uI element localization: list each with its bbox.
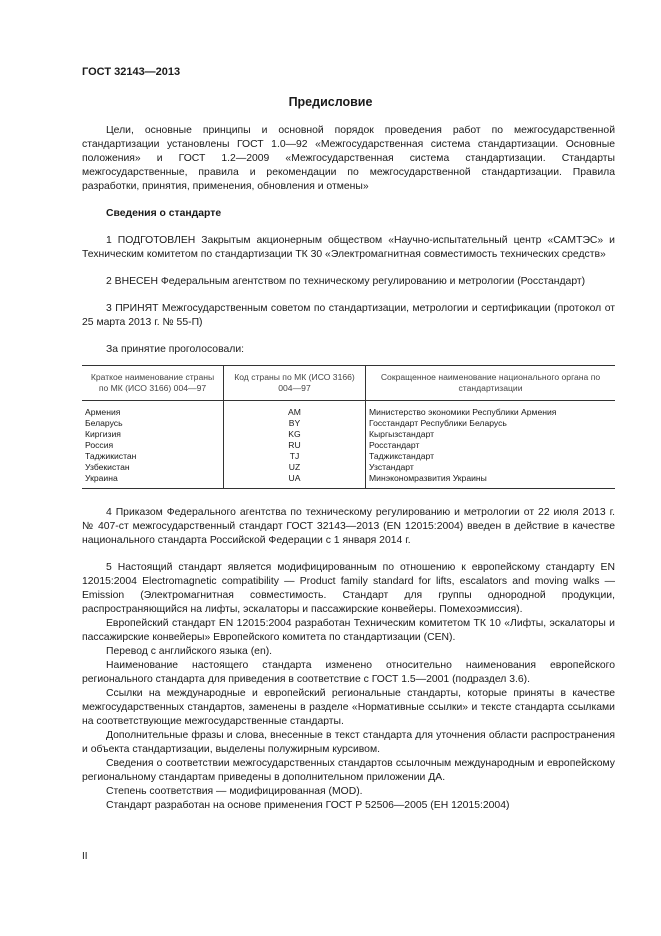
table-cell-countries: Армения Беларусь Киргизия Россия Таджикистан Узбекистан Украина [82, 401, 224, 489]
info-heading: Сведения о стандарте [106, 208, 222, 219]
item-5-references: Ссылки на международные и европейский региональные стандарты, которые приняты в качестве межгосударственных стандартов, заменены в разделе «Нормативные ссылки» и тексте стандарта ссылками на соответствующие межгосударственные стандарты. [82, 688, 615, 727]
item-5-translation: Перевод с английского языка (en). [106, 646, 273, 657]
table-header-body: Сокращенное наименование национального органа по стандартизации [366, 366, 616, 401]
table-header-row [82, 366, 615, 401]
page-number: II [82, 851, 88, 862]
item-5-european-standard: Европейский стандарт EN 12015:2004 разработан Техническим комитетом ТК 10 «Лифты, эскалаторы и пассажирские конвейеры» Европейского комитета по стандартизации (CEN). [82, 618, 615, 643]
table-cell-codes: AM BY KG RU TJ UZ UA [224, 401, 366, 489]
table-header-country: Краткое наименование страны по МК (ИСО 3166) 004—97 [82, 366, 224, 401]
item-5-basis: Стандарт разработан на основе применения ГОСТ Р 52506—2005 (ЕН 12015:2004) [106, 800, 510, 811]
item-1-paragraph: 1 ПОДГОТОВЛЕН Закрытым акционерным обществом «Научно-испытательный центр «САМТЭС» и Техническим комитетом по стандартизации ТК 30 «Электромагнитная совместимость технических средств» [82, 235, 615, 260]
item-5-conformity-info: Сведения о соответствии межгосударственных стандартов ссылочным международным и европейскому региональному стандартам приведены в дополнительном приложении ДА. [82, 758, 615, 783]
intro-paragraph: Цели, основные принципы и основной порядок проведения работ по межгосударственной стандартизации установлены ГОСТ 1.0—92 «Межгосударственная система стандартизации. Основные положения» и ГОСТ 1.2—2009 «Межгосударственная система стандартизации. Стандарты межгосударственные, правила и рекомендации по межгосударственной стандартизации. Правила разработки, принятия, применения, обновления и отмены» [82, 125, 615, 192]
table-header-code: Код страны по МК (ИСО 3166) 004—97 [224, 366, 366, 401]
item-5-name-change: Наименование настоящего стандарта изменено относительно наименования европейского регионального стандарта для приведения в соответствие с ГОСТ 1.5—2001 (подраздел 3.6). [82, 660, 615, 685]
preface-text [82, 124, 615, 813]
item-2-paragraph: 2 ВНЕСЕН Федеральным агентством по техническому регулированию и метрологии (Росстандарт) [106, 276, 586, 287]
item-5-paragraph: 5 Настоящий стандарт является модифицированным по отношению к европейскому стандарту EN 12015:2004 Electromagnetic compatibility — Product family standard for lifts, escalators and moving walks — Emission (Электромагнитная совместимость. Стандарт для группы однородной продукции, распространяющийся на лифты, эскалаторы и пассажирские конвейеры. Помехоэмиссия). [82, 562, 615, 615]
item-3-paragraph: 3 ПРИНЯТ Межгосударственным советом по стандартизации, метрологии и сертификации (протокол от 25 марта 2013 г. № 55-П) [82, 303, 615, 328]
item-4-paragraph: 4 Приказом Федерального агентства по техническому регулированию и метрологии от 22 июля 2013 г. № 407-ст межгосударственный стандарт ГОСТ 32143—2013 (EN 12015:2004) введен в действие в качестве национального стандарта Российской Федерации с 1 января 2014 г. [82, 507, 615, 546]
vote-intro: За принятие проголосовали: [106, 344, 245, 355]
document-header: ГОСТ 32143—2013 [82, 66, 181, 78]
table-row [82, 401, 615, 489]
item-5-degree: Степень соответствия — модифицированная (MOD). [106, 786, 363, 797]
table-cell-bodies: Министерство экономики Республики Армения Госстандарт Республики Беларусь Кыргызстандарт Росстандарт Таджикстандарт Узстандарт Минэкономразвития Украины [366, 401, 616, 489]
page-title: Предисловие [288, 95, 373, 109]
item-5-additional-phrases: Дополнительные фразы и слова, внесенные в текст стандарта для уточнения области распространения и объекта стандартизации, выделены полужирным курсивом. [82, 730, 615, 755]
voting-table [82, 365, 615, 489]
